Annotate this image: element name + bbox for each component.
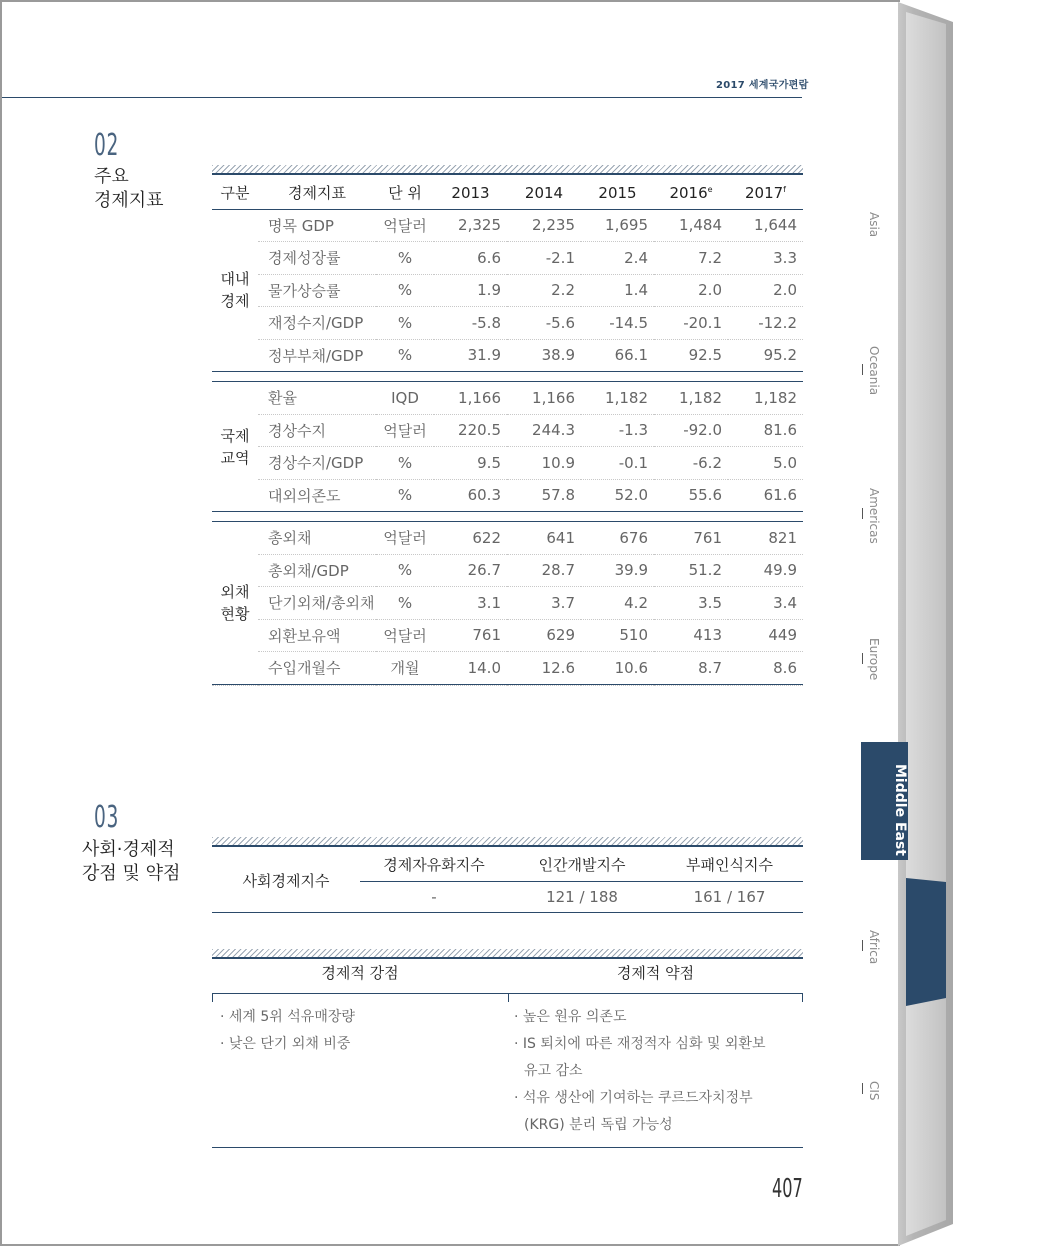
indicator-value: 8.6 <box>773 658 797 677</box>
section2-title-line2: 경제지표 <box>94 190 164 211</box>
table-row <box>212 339 803 372</box>
indicator-name: 명목 GDP <box>258 209 376 242</box>
table-hatch-bar <box>212 165 803 175</box>
indicator-value: 9.5 <box>434 447 507 480</box>
indicator-name: 재정수지/GDP <box>258 307 376 340</box>
indicator-unit: 억달러 <box>376 522 434 555</box>
indicator-value: 14.0 <box>467 658 501 677</box>
header-2017: 2017$^f$ <box>728 177 803 209</box>
indicator-unit: % <box>376 307 434 340</box>
indicator-value: 26.7 <box>434 554 507 587</box>
indicator-name: 경제성장률 <box>258 242 376 275</box>
strength-item: · 세계 5위 석유매장량 <box>220 1009 355 1025</box>
indicator-value: 2.4 <box>581 242 654 275</box>
weakness-item: · 석유 생산에 기여하는 쿠르드자치정부 (KRG) 분리 독립 가능성 <box>514 1090 753 1133</box>
indicator-value: -1.3 <box>581 414 654 447</box>
index-hatch-bar <box>212 837 803 847</box>
weaknesses-title: 경제적 약점 <box>616 964 695 982</box>
indicator-value: 641 <box>507 522 581 555</box>
indicator-unit: IQD <box>376 382 434 415</box>
section3-number: 03 <box>94 800 119 835</box>
indicator-unit: % <box>376 447 434 480</box>
indicator-value: -5.8 <box>434 307 507 340</box>
indicator-value: 38.9 <box>541 346 575 365</box>
table-row <box>212 619 803 652</box>
indicator-value: 1,695 <box>581 209 654 242</box>
indicator-name: 총외채 <box>258 522 376 555</box>
sw-bottom-rule <box>212 1147 803 1148</box>
indicator-value: 51.2 <box>654 554 728 587</box>
indicator-value: 1.4 <box>581 274 654 307</box>
indicator-value: 1,182 <box>728 382 803 415</box>
indicator-value: 2.2 <box>507 274 581 307</box>
indicator-value: 3.5 <box>654 587 728 620</box>
indicator-value: 31.9 <box>467 346 501 365</box>
socioeconomic-index-table <box>212 849 803 913</box>
indicator-name: 경상수지/GDP <box>258 447 376 480</box>
strengths-list <box>218 1004 503 1058</box>
indicator-name: 경상수지 <box>258 414 376 447</box>
index-col-human-development: 인간개발지수 <box>508 849 656 881</box>
indicator-value: -6.2 <box>654 447 728 480</box>
index-col-corruption: 부패인식지수 <box>656 849 803 881</box>
indicator-value: -2.1 <box>507 242 581 275</box>
indicator-value: -14.5 <box>581 307 654 340</box>
indicator-unit: 억달러 <box>376 209 434 242</box>
indicator-value: 81.6 <box>728 414 803 447</box>
indicator-name: 수입개월수 <box>268 659 341 678</box>
header-rule <box>2 97 802 98</box>
table-row <box>212 479 803 512</box>
indicator-value: 1,182 <box>581 382 654 415</box>
indicator-value: 66.1 <box>614 346 648 365</box>
page-number: 407 <box>772 1174 803 1204</box>
indicator-unit: % <box>376 274 434 307</box>
header-2013: 2013 <box>434 177 507 209</box>
indicator-value: 2.0 <box>728 274 803 307</box>
weaknesses-list <box>512 1004 777 1139</box>
indicator-value: 449 <box>728 619 803 652</box>
header-2015: 2015 <box>581 177 654 209</box>
indicator-name: 단기외채/총외채 <box>258 587 376 620</box>
indicator-unit: 억달러 <box>376 619 434 652</box>
indicator-value: 61.6 <box>763 486 797 505</box>
section3-title-line2: 강점 및 약점 <box>82 863 181 884</box>
running-title: 2017 세계국가편람 <box>716 80 809 91</box>
header-unit: 단 위 <box>376 177 434 209</box>
indicator-value: -5.6 <box>507 307 581 340</box>
indicator-value: 3.4 <box>728 587 803 620</box>
indicator-value: 60.3 <box>467 486 501 505</box>
table-row <box>212 274 803 307</box>
table-row <box>212 447 803 480</box>
indicator-value: 95.2 <box>763 346 797 365</box>
indicator-value: -92.0 <box>654 414 728 447</box>
header-indicator: 경제지표 <box>258 177 376 209</box>
indicator-value: -20.1 <box>654 307 728 340</box>
indicator-value: 2.0 <box>654 274 728 307</box>
indicator-value: 629 <box>507 619 581 652</box>
indicator-value: 12.6 <box>541 658 575 677</box>
indicator-value: 2,235 <box>507 209 581 242</box>
index-val-human-development: 121 / 188 <box>508 881 656 912</box>
indicator-unit: 개월 <box>390 659 420 678</box>
indicator-unit: 억달러 <box>376 414 434 447</box>
indicator-value: 1,644 <box>728 209 803 242</box>
table-row <box>212 587 803 620</box>
indicator-unit: % <box>397 486 413 505</box>
indicator-value: 413 <box>654 619 728 652</box>
indicator-value: 55.6 <box>688 486 722 505</box>
table-row <box>212 554 803 587</box>
side-tab-middle-east[interactable]: Middle East <box>861 742 908 860</box>
book-edge <box>898 2 953 1246</box>
table-row <box>212 652 803 685</box>
section2-title <box>94 165 164 213</box>
indicator-name: 환율 <box>258 382 376 415</box>
index-row-header: 사회경제지수 <box>212 849 360 912</box>
indicator-value: 3.3 <box>728 242 803 275</box>
weakness-item: · 높은 원유 의존도 <box>514 1009 627 1025</box>
table-row <box>212 242 803 275</box>
indicator-value: 220.5 <box>434 414 507 447</box>
table-row <box>212 382 803 415</box>
strength-item: · 낮은 단기 외채 비중 <box>220 1036 351 1052</box>
indicator-value: 761 <box>654 522 728 555</box>
group-label: 국제 교역 <box>220 426 250 467</box>
index-col-economic-freedom: 경제자유화지수 <box>360 849 508 881</box>
indicator-value: 1,166 <box>434 382 507 415</box>
strengths-title: 경제적 강점 <box>321 964 399 982</box>
indicator-value: 7.2 <box>654 242 728 275</box>
indicator-value: 761 <box>434 619 507 652</box>
indicator-value: 28.7 <box>507 554 581 587</box>
edge-tab-marker <box>906 878 946 1006</box>
indicator-name: 정부부채/GDP <box>268 346 364 365</box>
side-tab-asia[interactable]: Asia <box>867 212 881 238</box>
indicator-value: 49.9 <box>728 554 803 587</box>
indicator-value: 1.9 <box>434 274 507 307</box>
header-2016: 2016e <box>654 177 728 209</box>
section3-title <box>82 838 180 886</box>
indicator-value: 3.7 <box>507 587 581 620</box>
side-tab-africa[interactable]: Africa <box>867 930 881 965</box>
side-tab-oceania[interactable]: Oceania <box>867 346 881 396</box>
section2-title-line1: 주요 <box>94 166 129 187</box>
indicator-value: 10.9 <box>507 447 581 480</box>
indicator-name: 대외의존도 <box>268 486 341 505</box>
group-separator <box>212 512 803 522</box>
indicator-name: 총외채/GDP <box>258 554 376 587</box>
indicator-value: 1,166 <box>507 382 581 415</box>
indicator-value: 821 <box>728 522 803 555</box>
header-2014: 2014 <box>507 177 581 209</box>
indicator-value: 8.7 <box>698 658 722 677</box>
weakness-item: · IS 퇴치에 따른 재정적자 심화 및 외환보유고 감소 <box>514 1036 766 1079</box>
index-val-corruption: 161 / 167 <box>656 881 803 912</box>
indicator-unit: % <box>376 554 434 587</box>
indicator-value: 6.6 <box>434 242 507 275</box>
economic-indicators-table <box>212 177 803 686</box>
indicator-value: 676 <box>581 522 654 555</box>
indicator-value: -0.1 <box>581 447 654 480</box>
indicator-unit: % <box>376 242 434 275</box>
indicator-value: 2,325 <box>434 209 507 242</box>
table-row <box>212 522 803 555</box>
indicator-value: 10.6 <box>614 658 648 677</box>
sw-hatch-bar <box>212 949 803 959</box>
indicator-value: 1,182 <box>654 382 728 415</box>
table-row <box>212 414 803 447</box>
indicator-value: 3.1 <box>434 587 507 620</box>
indicator-value: 244.3 <box>507 414 581 447</box>
index-val-economic-freedom: - <box>360 881 508 912</box>
group-separator <box>212 372 803 382</box>
indicator-value: 57.8 <box>541 486 575 505</box>
table-row <box>212 307 803 340</box>
group-label: 외채 현황 <box>220 582 250 623</box>
side-tab-europe[interactable]: Europe <box>867 638 881 681</box>
side-tab-americas[interactable]: Americas <box>867 488 881 544</box>
indicator-value: 622 <box>434 522 507 555</box>
table-header-row <box>212 177 803 209</box>
table-row <box>212 209 803 242</box>
side-tab-cis[interactable]: CIS <box>867 1081 881 1101</box>
section3-title-line1: 사회·경제적 <box>82 839 175 860</box>
indicator-unit: % <box>397 346 413 365</box>
indicator-unit: % <box>376 587 434 620</box>
indicator-value: 5.0 <box>728 447 803 480</box>
indicator-value: 510 <box>581 619 654 652</box>
group-label: 대내 경제 <box>220 270 250 311</box>
indicator-value: 92.5 <box>688 346 722 365</box>
indicator-value: 52.0 <box>614 486 648 505</box>
indicator-name: 물가상승률 <box>258 274 376 307</box>
header-category: 구분 <box>212 177 258 209</box>
indicator-value: 39.9 <box>581 554 654 587</box>
section2-number: 02 <box>94 128 119 163</box>
table-bottom-rule <box>212 684 803 685</box>
indicator-name: 외환보유액 <box>258 619 376 652</box>
indicator-value: -12.2 <box>728 307 803 340</box>
indicator-value: 4.2 <box>581 587 654 620</box>
indicator-value: 1,484 <box>654 209 728 242</box>
